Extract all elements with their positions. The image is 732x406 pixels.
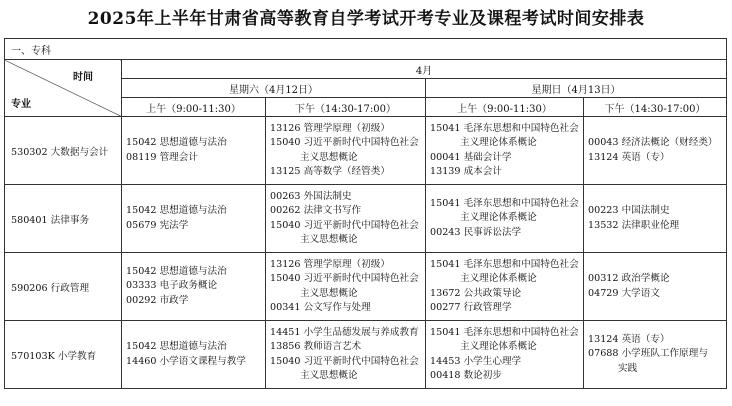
- sat-am-courses: [122, 117, 266, 185]
- course-line: 主义理论体系概论: [460, 137, 537, 148]
- course-line: 15042 思想道德与法治: [126, 265, 227, 277]
- course-line: 07688 小学班队工作原理与: [588, 348, 708, 360]
- corner-header: [5, 60, 122, 117]
- course-line: 主义思想概论: [300, 370, 358, 381]
- day-header-saturday: 星期六（4月12日）: [122, 79, 426, 98]
- course-line: 主义思想概论: [300, 151, 358, 163]
- section-label: 一、专科: [5, 39, 727, 60]
- course-line: 00262 法律文书写作: [270, 205, 362, 216]
- table-row: [5, 185, 727, 253]
- major-name: 590206 行政管理: [5, 253, 122, 321]
- course-line: 13126 管理学原理（初级）: [270, 258, 390, 270]
- sat-pm-courses: [266, 185, 426, 253]
- course-line: 00277 行政管理学: [430, 302, 512, 313]
- sun-pm-courses: [584, 185, 727, 253]
- course-line: 00292 市政学: [126, 294, 189, 306]
- month-header: 4月: [122, 60, 727, 79]
- sun-pm-courses: [584, 117, 727, 185]
- sun-pm-courses: [584, 253, 727, 321]
- course-line: 00043 经济法概论（财经类）: [588, 137, 718, 148]
- course-line: 主义思想概论: [300, 287, 358, 299]
- course-line: 主义理论体系概论: [460, 341, 537, 352]
- course-line: 主义理论体系概论: [460, 212, 537, 224]
- session-header-sat-am: 上午（9:00-11:30）: [122, 98, 266, 117]
- session-header-sat-pm: 下午（14:30-17:00）: [266, 98, 426, 117]
- sun-am-courses: [426, 253, 584, 321]
- course-line: 15042 思想道德与法治: [126, 341, 227, 352]
- course-line: 04729 大学语文: [588, 287, 660, 299]
- course-line: 实践: [618, 362, 638, 374]
- course-line: 00341 公文写作与处理: [270, 302, 371, 313]
- major-name: 570103K 小学教育: [5, 321, 122, 389]
- course-line: 00243 民事诉讼法学: [430, 226, 522, 238]
- sat-pm-courses: [266, 253, 426, 321]
- course-line: 00223 中国法制史: [588, 205, 670, 216]
- day-header-sunday: 星期日（4月13日）: [426, 79, 727, 98]
- course-line: 03333 电子政务概论: [126, 280, 218, 292]
- sat-am-courses: [122, 185, 266, 253]
- sat-am-courses: [122, 321, 266, 389]
- course-line: 00418 数论初步: [430, 370, 502, 381]
- course-line: 15042 思想道德与法治: [126, 205, 227, 216]
- course-line: 13124 英语（专）: [588, 151, 670, 163]
- course-line: 15040 习近平新时代中国特色社会: [270, 273, 419, 284]
- course-line: 15041 毛泽东思想和中国特色社会: [430, 258, 579, 270]
- course-line: 14453 小学生心理学: [430, 355, 522, 367]
- course-line: 13124 英语（专）: [588, 333, 670, 345]
- course-line: 15041 毛泽东思想和中国特色社会: [430, 122, 579, 134]
- session-header-sun-am: 上午（9:00-11:30）: [426, 98, 584, 117]
- course-line: 14460 小学语文课程与教学: [126, 355, 246, 367]
- course-line: 05679 宪法学: [126, 219, 189, 231]
- session-header-sun-pm: 下午（14:30-17:00）: [584, 98, 727, 117]
- page-title: 2025年上半年甘肃省高等教育自学考试开考专业及课程考试时间安排表: [87, 9, 645, 29]
- course-line: 13125 高等数学（经管类）: [270, 166, 390, 177]
- table-row: [5, 321, 727, 389]
- course-line: 15040 习近平新时代中国特色社会: [270, 137, 419, 148]
- course-line: 14451 小学生品德发展与养成教育: [270, 326, 419, 338]
- course-line: 15040 习近平新时代中国特色社会: [270, 219, 419, 231]
- table-row: [5, 253, 727, 321]
- course-line: 主义理论体系概论: [460, 273, 537, 284]
- major-name: 530302 大数据与会计: [5, 117, 122, 185]
- sat-am-courses: [122, 253, 266, 321]
- course-line: 13532 法律职业伦理: [588, 219, 680, 231]
- course-line: 00312 政治学概论: [588, 273, 670, 284]
- course-line: 13126 管理学原理（初级）: [270, 122, 390, 134]
- course-line: 08119 管理会计: [126, 151, 198, 163]
- course-line: 13672 公共政策导论: [430, 287, 522, 299]
- course-line: 主义思想概论: [300, 234, 358, 245]
- course-line: 15041 毛泽东思想和中国特色社会: [430, 197, 579, 209]
- major-name: 580401 法律事务: [5, 185, 122, 253]
- sat-pm-courses: [266, 117, 426, 185]
- schedule-table: [4, 38, 727, 389]
- course-line: 15040 习近平新时代中国特色社会: [270, 355, 419, 367]
- course-line: 15042 思想道德与法治: [126, 137, 227, 148]
- sun-am-courses: [426, 117, 584, 185]
- course-line: 13139 成本会计: [430, 166, 502, 177]
- course-line: 00263 外国法制史: [270, 190, 352, 202]
- course-line: 00041 基础会计学: [430, 151, 512, 163]
- course-line: 15041 毛泽东思想和中国特色社会: [430, 326, 579, 338]
- sun-am-courses: [426, 185, 584, 253]
- major-label: 专业: [11, 99, 31, 110]
- course-line: 13856 教师语言艺术: [270, 341, 362, 352]
- sun-pm-courses: [584, 321, 727, 389]
- sun-am-courses: [426, 321, 584, 389]
- sat-pm-courses: [266, 321, 426, 389]
- table-row: [5, 117, 727, 185]
- time-label: 时间: [73, 72, 93, 83]
